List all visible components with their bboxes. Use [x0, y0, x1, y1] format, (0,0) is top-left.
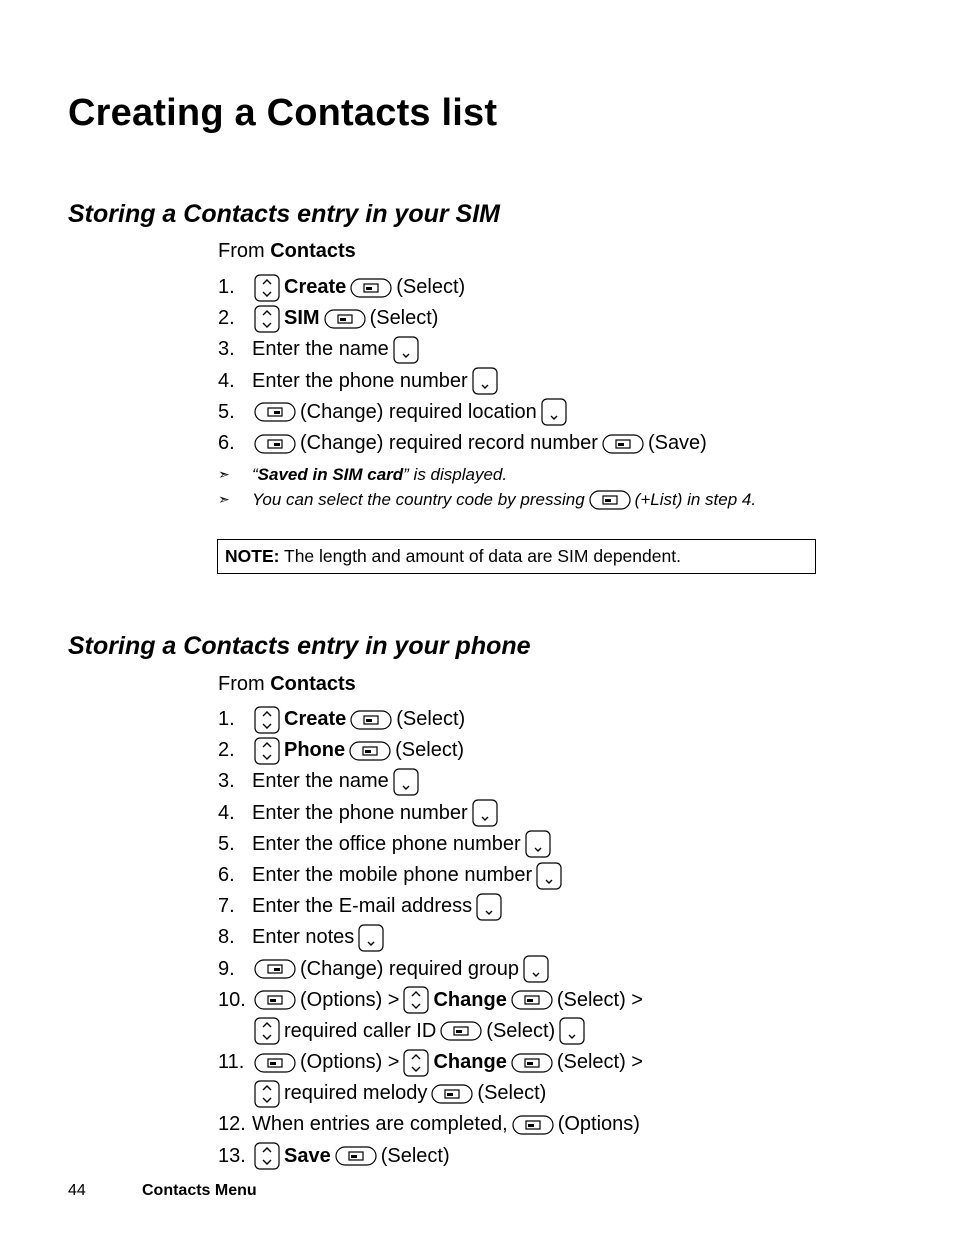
step-text: When entries are completed, — [252, 1113, 508, 1136]
nav-key-icon — [254, 706, 280, 734]
menu-option-label: Change — [433, 988, 507, 1011]
arrow-bullet-icon: ➣ — [218, 491, 230, 507]
down-key-icon — [536, 862, 562, 890]
step-number: 3. — [218, 770, 235, 793]
step-item — [218, 954, 643, 985]
step-number: 4. — [218, 801, 235, 824]
step-text: (Select) — [369, 307, 439, 330]
down-key-icon — [541, 398, 567, 426]
select-softkey-icon — [350, 278, 392, 298]
down-key-icon — [525, 830, 551, 858]
step-text: required caller ID — [284, 1019, 437, 1042]
change-softkey-icon — [254, 434, 296, 454]
step-text: (Select) — [395, 739, 465, 762]
menu-option-label: Save — [284, 1144, 331, 1167]
step-text: (Select) — [380, 1144, 450, 1167]
step-number: 12. — [218, 1113, 246, 1136]
sim-steps-list — [218, 272, 707, 459]
step-number: 6. — [218, 431, 235, 454]
step-item — [218, 735, 643, 766]
step-text: Enter the E-mail address — [252, 895, 473, 918]
select-softkey-icon — [589, 490, 631, 510]
select-softkey-icon — [324, 309, 366, 329]
nav-key-icon — [254, 1017, 280, 1045]
step-text: Enter the phone number — [252, 369, 468, 392]
from-menu: Contacts — [270, 673, 356, 695]
select-softkey-icon — [254, 990, 296, 1010]
menu-option-label: Create — [284, 276, 347, 298]
step-number: 4. — [218, 369, 235, 392]
step-number: 11. — [218, 1051, 245, 1074]
step-number: 2. — [218, 739, 235, 762]
down-key-icon — [393, 768, 419, 796]
note-label: NOTE: — [225, 546, 280, 566]
step-item — [218, 860, 643, 891]
nav-key-icon — [254, 1142, 280, 1170]
step-text: (Select) > — [556, 988, 643, 1011]
step-number: 5. — [218, 832, 235, 855]
step-text: (Options) — [557, 1113, 640, 1136]
nav-key-icon — [403, 1049, 429, 1077]
step-item — [218, 1078, 643, 1109]
step-text: (Select) — [486, 1019, 556, 1042]
menu-option-label: Create — [284, 708, 347, 730]
step-item — [218, 798, 643, 829]
down-key-icon — [472, 799, 498, 827]
select-softkey-icon — [349, 741, 391, 761]
arrow-bullet-icon: ➣ — [218, 466, 230, 482]
down-key-icon — [472, 367, 498, 395]
step-text: (Options) > — [300, 1051, 400, 1074]
step-text: Enter the mobile phone number — [252, 863, 533, 886]
change-softkey-icon — [254, 959, 296, 979]
menu-option-label: Saved in SIM card — [257, 465, 404, 484]
page-title: Creating a Contacts list — [68, 92, 498, 134]
step-text: (Select) > — [556, 1051, 643, 1074]
select-softkey-icon — [512, 1115, 554, 1135]
step-text: ” is displayed. — [403, 465, 508, 484]
step-item — [218, 704, 643, 735]
from-prefix: From — [218, 673, 265, 695]
step-item — [218, 1016, 643, 1047]
nav-key-icon — [254, 274, 280, 302]
step-text: (+List) in step 4. — [634, 490, 757, 509]
select-softkey-icon — [335, 1146, 377, 1166]
nav-key-icon — [254, 1080, 280, 1108]
step-item — [218, 922, 643, 953]
step-number: 1. — [218, 276, 235, 298]
from-menu: Contacts — [270, 240, 356, 262]
step-number: 5. — [218, 400, 235, 423]
step-item — [218, 985, 643, 1016]
step-text: (Change) required group — [300, 957, 520, 980]
menu-option-label: Change — [433, 1051, 507, 1074]
step-text: (Options) > — [300, 988, 400, 1011]
note-item — [218, 487, 756, 512]
step-number: 8. — [218, 926, 235, 949]
phone-from-line — [218, 673, 356, 696]
sim-from-line — [218, 240, 356, 263]
step-item — [218, 766, 643, 797]
step-number: 2. — [218, 307, 235, 330]
sim-section-heading: Storing a Contacts entry in your SIM — [68, 200, 500, 228]
select-softkey-icon — [511, 990, 553, 1010]
step-number: 3. — [218, 338, 235, 361]
down-key-icon — [393, 336, 419, 364]
step-text: Enter the phone number — [252, 801, 468, 824]
step-text: Enter the name — [252, 338, 389, 361]
step-item — [218, 334, 707, 365]
step-text: (Change) required location — [300, 400, 537, 423]
step-text: “ — [252, 465, 258, 484]
select-softkey-icon — [511, 1053, 553, 1073]
nav-key-icon — [254, 305, 280, 333]
menu-option-label: SIM — [284, 307, 320, 330]
step-text: (Select) — [396, 708, 466, 730]
step-text: (Save) — [647, 431, 707, 454]
footer-section-title: Contacts Menu — [142, 1182, 257, 1199]
note-box — [217, 539, 816, 574]
step-item — [218, 303, 707, 334]
step-text: required melody — [284, 1082, 428, 1105]
step-item — [218, 1109, 643, 1140]
step-item — [218, 891, 643, 922]
step-text: Enter notes — [252, 926, 355, 949]
phone-section-heading: Storing a Contacts entry in your phone — [68, 632, 531, 660]
page-number: 44 — [68, 1182, 86, 1199]
step-item — [218, 428, 707, 459]
step-number: 1. — [218, 708, 235, 730]
step-text: (Select) — [396, 276, 466, 298]
nav-key-icon — [403, 986, 429, 1014]
down-key-icon — [358, 924, 384, 952]
nav-key-icon — [254, 737, 280, 765]
step-text: Enter the name — [252, 770, 389, 793]
down-key-icon — [559, 1017, 585, 1045]
select-softkey-icon — [440, 1021, 482, 1041]
step-number: 6. — [218, 863, 235, 886]
note-text: The length and amount of data are SIM dependent. — [284, 546, 681, 566]
step-text: (Select) — [477, 1082, 547, 1105]
step-number: 9. — [218, 957, 235, 980]
menu-option-label: Phone — [284, 739, 346, 762]
step-item — [218, 272, 707, 303]
step-item — [218, 829, 643, 860]
step-number: 13. — [218, 1144, 246, 1167]
step-item — [218, 1141, 643, 1172]
step-number: 7. — [218, 895, 235, 918]
change-softkey-icon — [254, 402, 296, 422]
step-text: (Change) required record number — [300, 431, 598, 454]
step-item — [218, 366, 707, 397]
step-item — [218, 1047, 643, 1078]
down-key-icon — [523, 955, 549, 983]
sim-notes-list — [218, 462, 756, 512]
down-key-icon — [476, 893, 502, 921]
step-number: 10. — [218, 988, 246, 1011]
from-prefix: From — [218, 240, 265, 262]
step-text: You can select the country code by pressing — [252, 490, 585, 509]
select-softkey-icon — [431, 1084, 473, 1104]
step-text: Enter the office phone number — [252, 832, 521, 855]
phone-steps-list — [218, 704, 643, 1172]
step-item — [218, 397, 707, 428]
select-softkey-icon — [602, 434, 644, 454]
note-item — [218, 462, 756, 487]
select-softkey-icon — [350, 710, 392, 730]
select-softkey-icon — [254, 1053, 296, 1073]
